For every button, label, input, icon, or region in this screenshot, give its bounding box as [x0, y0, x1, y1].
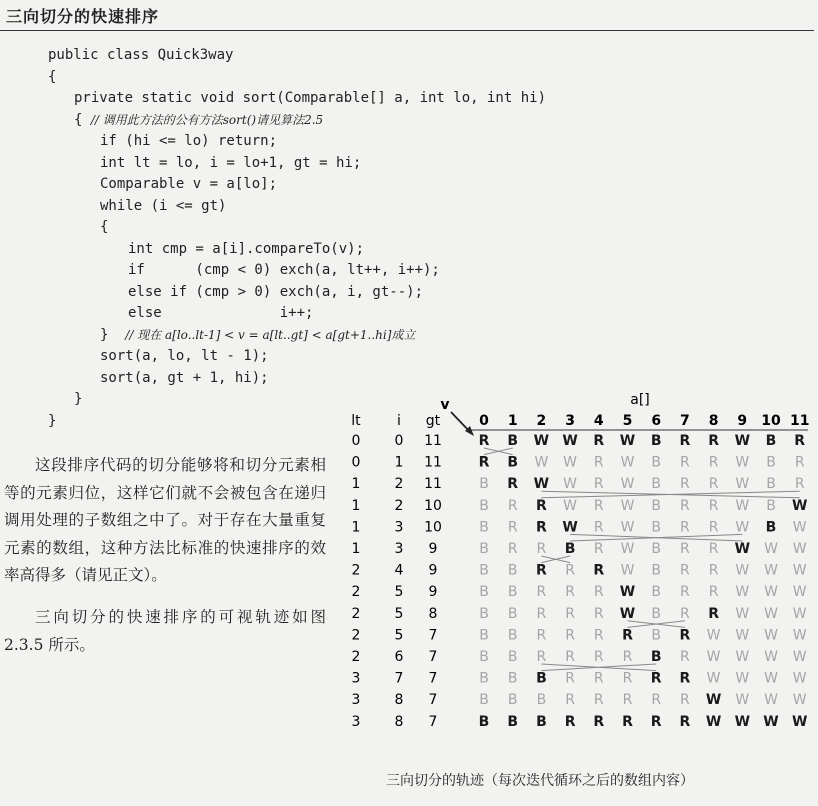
gt-value: 9 — [428, 541, 438, 557]
array-cell: R — [708, 562, 719, 579]
array-index-label: 3 — [565, 413, 575, 429]
array-cell: R — [679, 627, 691, 644]
array-cell: W — [791, 497, 808, 514]
array-cell: R — [794, 433, 806, 449]
array-cell: W — [792, 584, 807, 601]
i-value: 1 — [394, 454, 404, 471]
i-value: 5 — [394, 605, 404, 622]
array-cell: R — [565, 605, 575, 622]
lt-value: 3 — [351, 713, 361, 730]
lt-value: 2 — [351, 584, 361, 601]
array-cell: R — [536, 584, 547, 601]
array-cell: R — [708, 519, 719, 536]
array-cell: R — [565, 627, 575, 644]
array-cell: R — [564, 713, 576, 730]
array-cell: W — [792, 692, 807, 709]
array-cell: R — [680, 649, 690, 665]
array-cell: R — [593, 670, 604, 687]
array-cell: B — [766, 454, 776, 471]
lt-value: 1 — [351, 541, 361, 557]
v-label: v — [440, 397, 450, 413]
array-cell: B — [479, 541, 489, 557]
array-cell: W — [792, 562, 807, 579]
array-cell: W — [563, 454, 578, 471]
gt-column-header: gt — [425, 413, 441, 429]
array-cell: B — [479, 627, 489, 644]
array-cell: R — [794, 476, 805, 493]
array-cell: R — [565, 649, 575, 665]
i-value: 5 — [394, 584, 404, 601]
code-text: sort(a, gt + 1, hi); — [100, 369, 269, 386]
explanation-paragraph: 这段排序代码的切分能够将和切分元素相等的元素归位，这样它们就不会被包含在递归调用处理的子数组之中了。对于存在大量重复元素的数组，这种方法比标准的快速排序的效率高得多（请见正文）。 — [4, 456, 326, 584]
array-cell: W — [764, 649, 778, 665]
array-cell: B — [765, 433, 777, 449]
array-cell: R — [565, 670, 575, 687]
array-cell: R — [679, 670, 691, 687]
array-cell: R — [708, 584, 719, 601]
gt-value: 9 — [428, 584, 438, 601]
array-cell: B — [651, 562, 662, 579]
array-cell: B — [507, 649, 518, 665]
array-cell: R — [593, 713, 605, 730]
array-cell: R — [679, 433, 691, 449]
array-index-label: 1 — [507, 413, 518, 429]
array-cell: W — [792, 649, 807, 665]
array-cell: R — [650, 713, 662, 730]
i-value: 3 — [394, 519, 404, 536]
array-cell: R — [680, 476, 690, 493]
i-value: 4 — [394, 562, 404, 579]
array-cell: R — [708, 433, 719, 449]
array-cell: W — [619, 605, 636, 622]
array-cell: R — [507, 541, 518, 557]
array-cell: W — [620, 519, 635, 536]
lt-value: 2 — [351, 627, 361, 644]
array-cell: R — [565, 692, 575, 709]
array-cell: W — [764, 584, 778, 601]
array-cell: W — [764, 670, 778, 687]
array-cell: R — [478, 433, 490, 449]
array-cell: R — [708, 497, 719, 514]
array-index-label: 8 — [708, 413, 719, 429]
array-cell: B — [479, 476, 489, 493]
array-cell: B — [479, 605, 489, 622]
figure-caption: 三向切分的轨迹（每次迭代循环之后的数组内容） — [386, 773, 694, 789]
i-value: 2 — [394, 497, 404, 514]
array-cell: R — [622, 627, 633, 644]
array-cell: W — [764, 562, 778, 579]
array-cell: W — [735, 627, 750, 644]
array-cell: B — [479, 497, 489, 514]
array-cell: B — [650, 433, 662, 449]
lt-value: 2 — [351, 649, 361, 665]
gt-value: 10 — [424, 519, 442, 536]
array-cell: R — [680, 541, 690, 557]
array-cell: B — [507, 670, 518, 687]
array-cell: R — [593, 627, 604, 644]
array-cell: R — [536, 519, 547, 536]
gt-value: 7 — [428, 649, 438, 665]
gt-value: 10 — [424, 497, 442, 514]
array-cell: B — [507, 605, 518, 622]
array-cell: B — [651, 519, 662, 536]
array-cell: B — [507, 627, 518, 644]
array-cell: W — [735, 476, 750, 493]
array-cell: B — [507, 692, 518, 709]
gt-value: 9 — [428, 562, 438, 579]
array-cell: W — [764, 605, 778, 622]
array-cell: B — [479, 670, 489, 687]
array-cell: R — [650, 670, 662, 687]
array-cell: B — [507, 433, 519, 449]
lt-column-header: lt — [351, 413, 361, 429]
array-cell: B — [651, 454, 662, 471]
array-cell: W — [619, 433, 636, 449]
array-cell: W — [734, 541, 751, 557]
array-cell: W — [620, 562, 635, 579]
array-cell: W — [533, 476, 550, 493]
array-cell: W — [735, 605, 750, 622]
i-value: 8 — [394, 692, 404, 709]
array-cell: R — [708, 454, 719, 471]
i-value: 5 — [394, 627, 404, 644]
gt-value: 7 — [428, 692, 438, 709]
array-cell: R — [708, 541, 719, 557]
code-text: int lt = lo, i = lo+1, gt = hi; — [100, 154, 362, 171]
array-index-label: 4 — [593, 413, 604, 429]
gt-value: 11 — [424, 454, 442, 471]
lt-value: 2 — [351, 605, 361, 622]
array-cell: B — [650, 649, 662, 665]
array-cell: W — [620, 454, 635, 471]
array-cell: B — [766, 497, 776, 514]
code-comment: // 现在 a[lo..lt-1] < v = a[lt..gt] < a[gt+1..hi]成立 — [125, 327, 416, 342]
array-cell: W — [734, 713, 751, 730]
array-cell: B — [536, 692, 547, 709]
array-cell: R — [536, 562, 547, 579]
array-cell: B — [507, 562, 518, 579]
array-cell: R — [622, 692, 633, 709]
code-text: else i++; — [128, 305, 314, 321]
code-text: Comparable v = a[lo]; — [100, 176, 278, 192]
array-cell: R — [651, 692, 662, 709]
array-index-label: 2 — [536, 413, 547, 429]
array-cell: W — [534, 454, 549, 471]
array-cell: B — [479, 649, 489, 665]
i-value: 7 — [394, 670, 404, 687]
array-cell: R — [680, 519, 690, 536]
array-cell: R — [536, 649, 547, 665]
array-index-label: 9 — [737, 413, 748, 429]
array-cell: B — [765, 519, 777, 536]
i-column-header: i — [397, 413, 401, 429]
code-text: { — [100, 219, 109, 235]
array-cell: R — [565, 584, 575, 601]
array-cell: W — [792, 605, 807, 622]
array-cell: R — [708, 605, 719, 622]
array-cell: W — [705, 692, 722, 709]
array-cell: R — [536, 541, 547, 557]
array-cell: W — [619, 584, 636, 601]
i-value: 6 — [394, 649, 404, 665]
code-text: else if (cmp > 0) exch(a, i, gt--); — [128, 283, 424, 300]
array-cell: R — [680, 584, 690, 601]
array-cell: R — [679, 713, 691, 730]
gt-value: 7 — [428, 670, 438, 687]
code-text: } — [100, 326, 126, 343]
array-cell: B — [536, 670, 547, 687]
array-cell: R — [680, 497, 690, 514]
code-text: public class Quick3way — [48, 47, 234, 63]
array-index-label: 0 — [479, 413, 489, 429]
gt-value: 11 — [424, 476, 442, 493]
array-index-label: 6 — [651, 413, 662, 429]
array-cell: W — [792, 519, 807, 536]
array-cell: R — [622, 649, 633, 665]
code-text: private static void sort(Comparable[] a, int lo, int hi) — [74, 90, 547, 106]
array-cell: R — [622, 670, 633, 687]
lt-value: 0 — [351, 454, 361, 471]
array-cell: R — [507, 497, 518, 514]
array-cell: R — [593, 584, 604, 601]
array-cell: R — [565, 562, 575, 579]
array-cell: W — [735, 649, 750, 665]
code-text: while (i <= gt) — [100, 197, 227, 214]
array-cell: R — [593, 476, 604, 493]
array-cell: R — [708, 476, 719, 493]
array-cell: W — [764, 692, 778, 709]
array-cell: W — [735, 497, 750, 514]
i-value: 2 — [394, 476, 404, 493]
array-cell: W — [562, 519, 578, 536]
lt-value: 2 — [351, 562, 361, 579]
array-cell: B — [651, 584, 662, 601]
array-index-label: 7 — [680, 413, 690, 429]
array-cell: W — [792, 670, 807, 687]
array-cell: B — [651, 605, 662, 622]
array-cell: W — [764, 541, 778, 557]
code-text: if (cmp < 0) exch(a, lt++, i++); — [128, 262, 440, 278]
array-cell: R — [536, 627, 547, 644]
array-cell: B — [507, 713, 519, 730]
i-value: 0 — [394, 433, 404, 449]
gt-value: 7 — [428, 627, 438, 644]
array-cell: W — [792, 627, 807, 644]
array-index-label: 5 — [622, 413, 633, 429]
code-text: int cmp = a[i].compareTo(v); — [128, 240, 365, 257]
array-cell: R — [622, 713, 633, 730]
i-value: 8 — [394, 713, 404, 730]
array-cell: R — [478, 454, 490, 471]
array-cell: W — [706, 670, 721, 687]
array-cell: W — [735, 692, 750, 709]
array-cell: B — [766, 476, 776, 493]
array-cell: R — [536, 497, 547, 514]
lt-value: 0 — [351, 433, 361, 449]
array-cell: B — [651, 476, 662, 493]
array-cell: R — [794, 454, 805, 471]
array-cell: B — [651, 497, 662, 514]
code-comment: // 调用此方法的公有方法sort()请见算法2.5 — [90, 112, 324, 127]
lt-value: 3 — [351, 692, 361, 709]
code-text: { — [48, 68, 57, 85]
array-cell: W — [735, 562, 750, 579]
array-cell: R — [507, 476, 519, 493]
array-cell: B — [536, 713, 547, 730]
array-cell: B — [507, 454, 519, 471]
array-cell: B — [479, 692, 489, 709]
lt-value: 1 — [351, 519, 361, 536]
array-cell: W — [563, 476, 578, 493]
array-cell: W — [620, 497, 635, 514]
array-cell: B — [564, 541, 576, 557]
array-cell: R — [593, 454, 604, 471]
array-cell: R — [593, 605, 604, 622]
array-cell: B — [651, 627, 662, 644]
array-cell: B — [479, 584, 489, 601]
array-cell: W — [620, 476, 635, 493]
array-cell: B — [478, 713, 490, 730]
array-cell: W — [763, 713, 779, 730]
lt-value: 3 — [351, 670, 361, 687]
code-text: { — [74, 111, 91, 128]
array-cell: W — [533, 433, 550, 449]
array-index-label: 10 — [761, 413, 781, 429]
array-cell: W — [735, 584, 750, 601]
array-label: a[] — [630, 392, 650, 408]
array-cell: W — [563, 497, 578, 514]
array-cell: R — [593, 433, 605, 449]
code-text: sort(a, lo, lt - 1); — [100, 348, 269, 364]
lt-value: 1 — [351, 497, 361, 514]
array-cell: W — [562, 433, 578, 449]
array-cell: W — [706, 649, 721, 665]
array-cell: W — [705, 713, 722, 730]
array-cell: W — [735, 670, 750, 687]
array-cell: R — [680, 562, 690, 579]
array-cell: R — [593, 649, 604, 665]
array-cell: R — [507, 519, 518, 536]
lt-value: 1 — [351, 476, 361, 493]
array-cell: W — [734, 433, 751, 449]
array-cell: R — [593, 497, 604, 514]
section-heading: 三向切分的快速排序 — [6, 7, 160, 26]
array-cell: R — [593, 541, 604, 557]
gt-value: 7 — [428, 713, 438, 730]
array-cell: W — [735, 454, 750, 471]
array-cell: B — [507, 584, 518, 601]
code-text: } — [48, 412, 57, 429]
array-cell: R — [593, 562, 605, 579]
array-cell: B — [479, 519, 489, 536]
i-value: 3 — [394, 541, 404, 557]
array-cell: R — [680, 605, 690, 622]
array-cell: W — [764, 627, 778, 644]
array-cell: W — [791, 713, 808, 730]
array-cell: R — [593, 692, 604, 709]
gt-value: 8 — [428, 605, 438, 622]
array-index-label: 11 — [789, 413, 810, 429]
array-cell: W — [706, 627, 721, 644]
code-text: } — [74, 391, 83, 407]
array-cell: W — [735, 519, 750, 536]
array-cell: R — [593, 519, 604, 536]
array-cell: R — [680, 454, 690, 471]
array-cell: R — [536, 605, 547, 622]
array-cell: W — [792, 541, 807, 557]
figure-reference-paragraph: 三向切分的快速排序的可视轨迹如图 2.3.5 所示。 — [4, 608, 326, 654]
gt-value: 11 — [424, 433, 442, 449]
code-text: if (hi <= lo) return; — [100, 133, 278, 149]
array-cell: W — [620, 541, 635, 557]
array-cell: B — [479, 562, 489, 579]
array-cell: B — [651, 541, 662, 557]
array-cell: R — [680, 692, 690, 709]
